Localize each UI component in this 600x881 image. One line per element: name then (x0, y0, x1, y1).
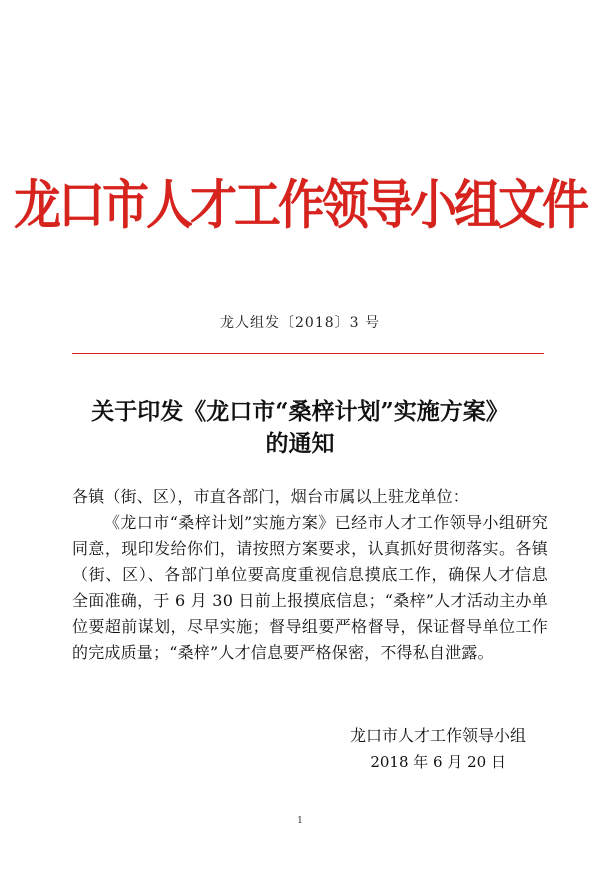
page-number: 1 (297, 816, 303, 826)
salutation: 各镇（街、区），市直各部门，烟台市属以上驻龙单位： (72, 487, 470, 506)
document-number: 龙人组发〔2018〕3 号 (220, 315, 380, 331)
masthead-title: 龙口市人才工作领导小组文件 (14, 174, 586, 237)
notice-title (0, 396, 600, 460)
signing-organization: 龙口市人才工作领导小组 (349, 726, 526, 745)
body-paragraph: 《龙口市“桑梓计划”实施方案》已经市人才工作领导小组研究同意，现印发给你们，请按照方案要求，认真抓好贯彻落实。各镇（街、区）、各部门单位要高度重视信息摸底工作，确保人才信息全面准确，于 6 月 30 日前上报摸底信息；“桑梓”人才活动主办单位要超前谋划，尽早实施；督导组要严格督导，保证督导单位工作的完成质量；“桑梓”人才信息要严格保密，不得私自泄露。 (72, 513, 548, 662)
red-divider-line (72, 353, 544, 354)
notice-body (72, 484, 548, 666)
notice-title-line-1: 关于印发《龙口市“桑梓计划”实施方案》 (91, 398, 509, 425)
notice-title-line-2: 的通知 (265, 430, 335, 457)
signing-date: 2018 年 6 月 20 日 (370, 753, 506, 771)
